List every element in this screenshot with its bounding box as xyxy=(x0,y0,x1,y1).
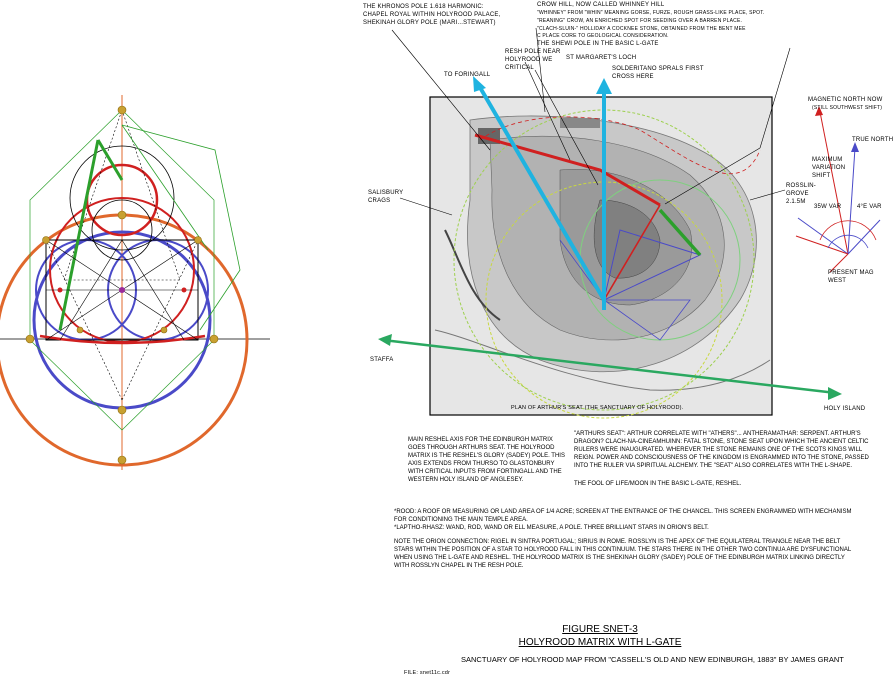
variation-label: VARIATION xyxy=(812,165,846,171)
salisbury-label-2: CRAGS xyxy=(368,198,391,204)
left-sacred-geometry xyxy=(0,95,270,470)
maximum-label: MAXIMUM xyxy=(812,157,843,163)
present-mag-label: PRESENT MAG xyxy=(828,270,874,276)
main-resh-note: MAIN RESHEL AXIS FOR THE EDINBURGH MATRIX GOES THROUGH ARTHURS SEAT. THE HOLYROOD MATRIX IS THE RESHEL'S GLORY (SADEY) POLE. THIS AXIS EXTENDS FROM THURSO TO GLASTONBURY WITH CRITICAL INPUTS FROM FORTINGALL AND THE WESTERN HOLY ISLAND OF ANGLESEY. xyxy=(408,437,565,483)
solderitano-label-2: CROSS HERE xyxy=(612,74,654,80)
resh-pole-label-2: HOLYROOD WE xyxy=(505,57,553,63)
orion-note: NOTE THE ORION CONNECTION: RIGEL IN SINTRA PORTUGAL; SIRIUS IN ROME. ROSSLYN IS THE APEX OF THE EQUILATERAL TRIANGLE NEAR THE BELT STARS WITHIN THE POSITION OF A STAR TO HOLYROOD FALL IN THIS CONTINUUM. THE STARS THERE IN THE OTHER TWO CONTINUA ARE DYSFUNCTIONAL WHEN USING THE L-GATE AND RESHEL. THE HOLYROOD MATRIX IS THE SHEKINAH GLORY (SADEY) POLE OF THE EDINBURGH MATRIX LINKING DIRECTLY WITH ROSSLYN CHAPEL IN THE RESH POLE. xyxy=(394,539,851,569)
crow-hill-note-1: "WHINNEY" FROM "WHIN" MEANING GORSE, FURZE, ROUGH GRASS-LIKE PLACE, SPOT. xyxy=(537,10,765,16)
fool-of-life-note: THE FOOL OF LIFE/MOON IN THE BASIC L-GATE, RESHEL. xyxy=(574,481,742,487)
salisbury-label: SALISBURY xyxy=(368,190,404,196)
map-caption: PLAN OF ARTHUR'S SEAT (THE SANCTUARY OF HOLYROOD). xyxy=(511,405,684,411)
resh-pole-label: RESH POLE NEAR xyxy=(505,49,561,55)
khronos-pole-label: THE KHRONOS POLE 1.618 HARMONIC: xyxy=(363,4,484,10)
crow-hill-note-2: "REANING" CROW, AN ENRICHED SPOT FOR SEEDING OVER A BARREN PLACE. xyxy=(537,18,743,24)
magnetic-north-label: MAGNETIC NORTH NOW xyxy=(808,97,883,103)
figure-subtitle: HOLYROOD MATRIX WITH L-GATE xyxy=(518,637,682,648)
present-mag-label-2: WEST xyxy=(828,278,847,284)
solderitano-label: SOLDERITANO SPRALS FIRST xyxy=(612,66,704,72)
rosslyn-label: ROSSLIN- xyxy=(786,183,816,189)
crow-hill-label: CROW HILL, NOW CALLED WHINNEY HILL xyxy=(537,2,665,8)
arthurs-seat-note: "ARTHURS SEAT": ARTHUR CORRELATE WITH "ATHERS"... ANTHERAMATHAR: SERPENT. ARTHUR'S DRAGON? CLACH-NA-CINEAMHUINN: FATAL STONE, STONE SEAT UPON WHICH THE ANCIENT CELTIC RULERS WERE INAUGURATED. WHEREVER THE STONE REMAINS ONE OF THE SCOTS KINGS WILL REIGN. POWER AND CONSCIOUSNESS OF THE KINGDOM IS ENGRAMMED INTO THE STONE, PASSED INTO THE RULER VIA SPIRITUAL ALCHEMY. THE "SEAT" ALSO CORRELATES WITH THE L-SHAPE. xyxy=(574,431,869,469)
magnetic-north-note: (STILL SOUTHWEST SHIFT) xyxy=(812,105,883,111)
shekinah-pole-label: SHEKINAH GLORY POLE (MARI...STEWART) xyxy=(363,20,496,26)
staffa-label: STAFFA xyxy=(370,357,394,363)
west-variation-label: 35W VAR xyxy=(814,204,842,210)
rood-note: *ROOD: A ROOF OR MEASURING OR LAND AREA OF 1/4 ACRE; SCREEN AT THE ENTRANCE OF THE CHANCEL. THIS SCREEN ENGRAMMED WITH MECHANISM FOR CONDITIONING THE MAIN TEMPLE AREA. xyxy=(394,509,852,523)
laptho-note: *LAPTHO-RHASZ: WAND, ROD, WAND OR ELL MEASURE, A POLE. THREE BRILLIANT STARS IN ORION'S BELT. xyxy=(394,525,709,531)
shewi-pole-label: THE SHEWI POLE IN THE BASIC L-GATE xyxy=(537,41,659,47)
file-name: FILE: snet11c.cdr xyxy=(404,670,451,676)
shift-label: SHIFT xyxy=(812,173,831,179)
holyrood-map xyxy=(430,97,772,418)
figure-title: FIGURE SNET-3 xyxy=(562,624,638,635)
east-variation-label: 4°E VAR xyxy=(857,204,882,210)
crow-hill-note-4: C PLACE CORE TO GEOLOGICAL CONSIDERATION. xyxy=(537,33,669,39)
true-north-label: TRUE NORTH xyxy=(852,137,893,143)
rosslyn-label-2: GROVE xyxy=(786,191,809,197)
holy-island-label: HOLY ISLAND xyxy=(824,406,866,412)
st-margarets-label: ST MARGARET'S LOCH xyxy=(566,55,637,61)
figure-source: SANCTUARY OF HOLYROOD MAP FROM "CASSELL'S OLD AND NEW EDINBURGH, 1883" BY JAMES GRANT xyxy=(461,655,844,664)
chapel-royal-label: CHAPEL ROYAL WITHIN HOLYROOD PALACE, xyxy=(363,12,501,18)
resh-pole-label-3: CRITICAL xyxy=(505,65,534,71)
to-foringall-label: TO FORINGALL xyxy=(444,72,491,78)
rosslyn-label-3: 2.1.5M xyxy=(786,199,806,205)
crow-hill-note-3: "CLACH-SLUIN-" HOLLIDAY A COCKNEE STONE, OBTAINED FROM THE BENT MEE xyxy=(537,26,746,32)
